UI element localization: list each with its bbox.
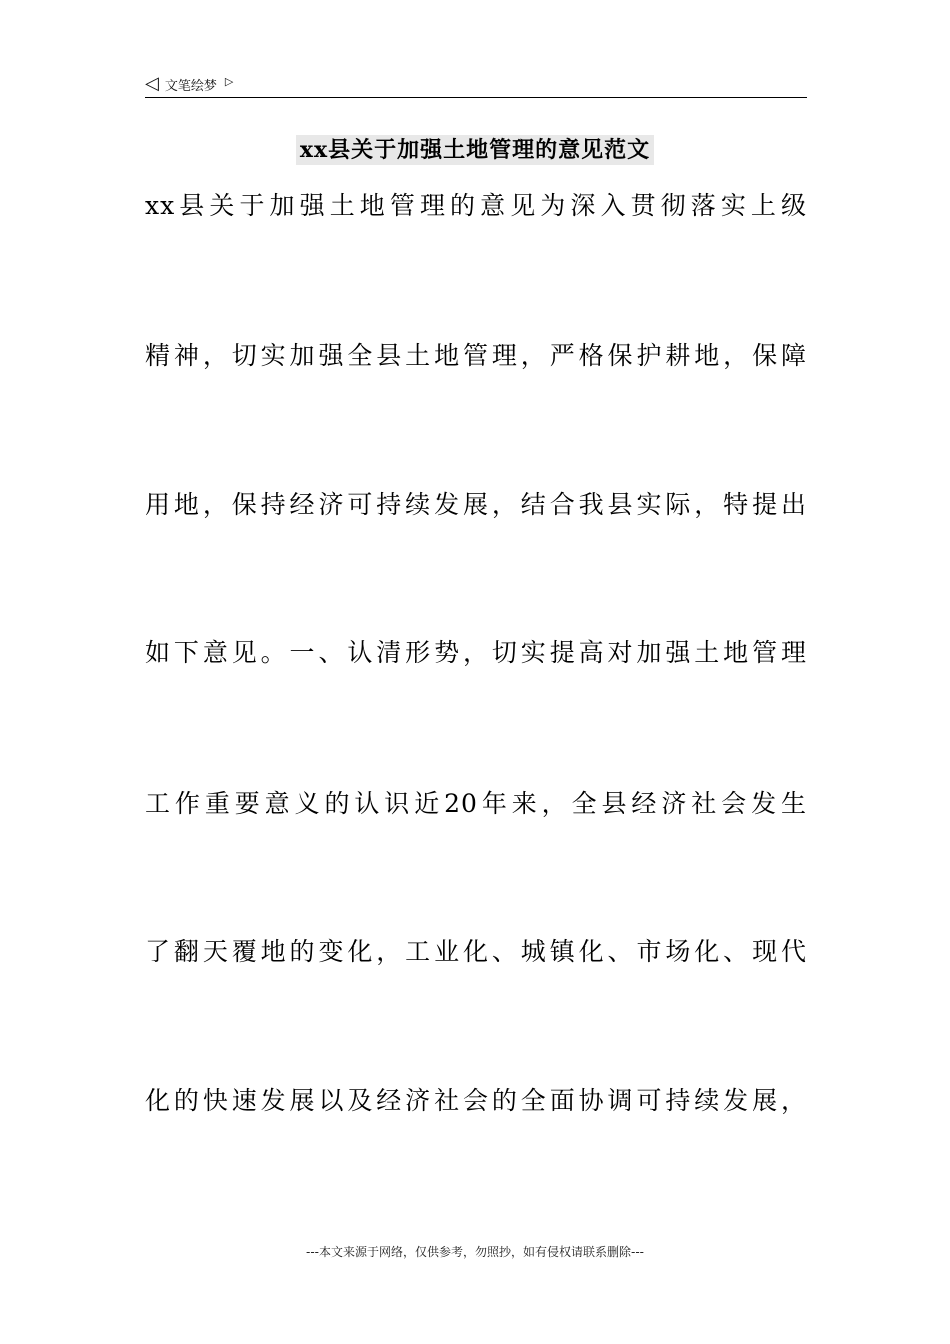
body-line-4: 如下意见。一、认清形势，切实提高对加强土地管理	[145, 638, 807, 667]
body-line-3: 用地，保持经济可持续发展，结合我县实际，特提出	[145, 490, 807, 519]
header-label: 文笔绘梦	[164, 78, 217, 94]
triangle-left-icon: ◁	[145, 73, 159, 94]
body-line-7: 化的快速发展以及经济社会的全面协调可持续发展，	[145, 1086, 807, 1115]
body-line-5: 工作重要意义的认识近20年来，全县经济社会发生	[145, 789, 807, 818]
page-header	[145, 72, 233, 96]
triangle-right-icon: ▷	[224, 74, 234, 88]
body-line-1: xx县关于加强土地管理的意见为深入贯彻落实上级	[145, 191, 807, 220]
document-title: xx县关于加强土地管理的意见范文	[296, 135, 654, 165]
body-line-6: 了翻天覆地的变化，工业化、城镇化、市场化、现代	[145, 937, 807, 966]
body-line-2: 精神，切实加强全县土地管理，严格保护耕地，保障	[145, 341, 807, 370]
page-footer: ---本文来源于网络，仅供参考，勿照抄，如有侵权请联系删除---	[306, 1245, 644, 1259]
header-rule	[145, 97, 807, 98]
document-title-wrap	[0, 133, 950, 164]
